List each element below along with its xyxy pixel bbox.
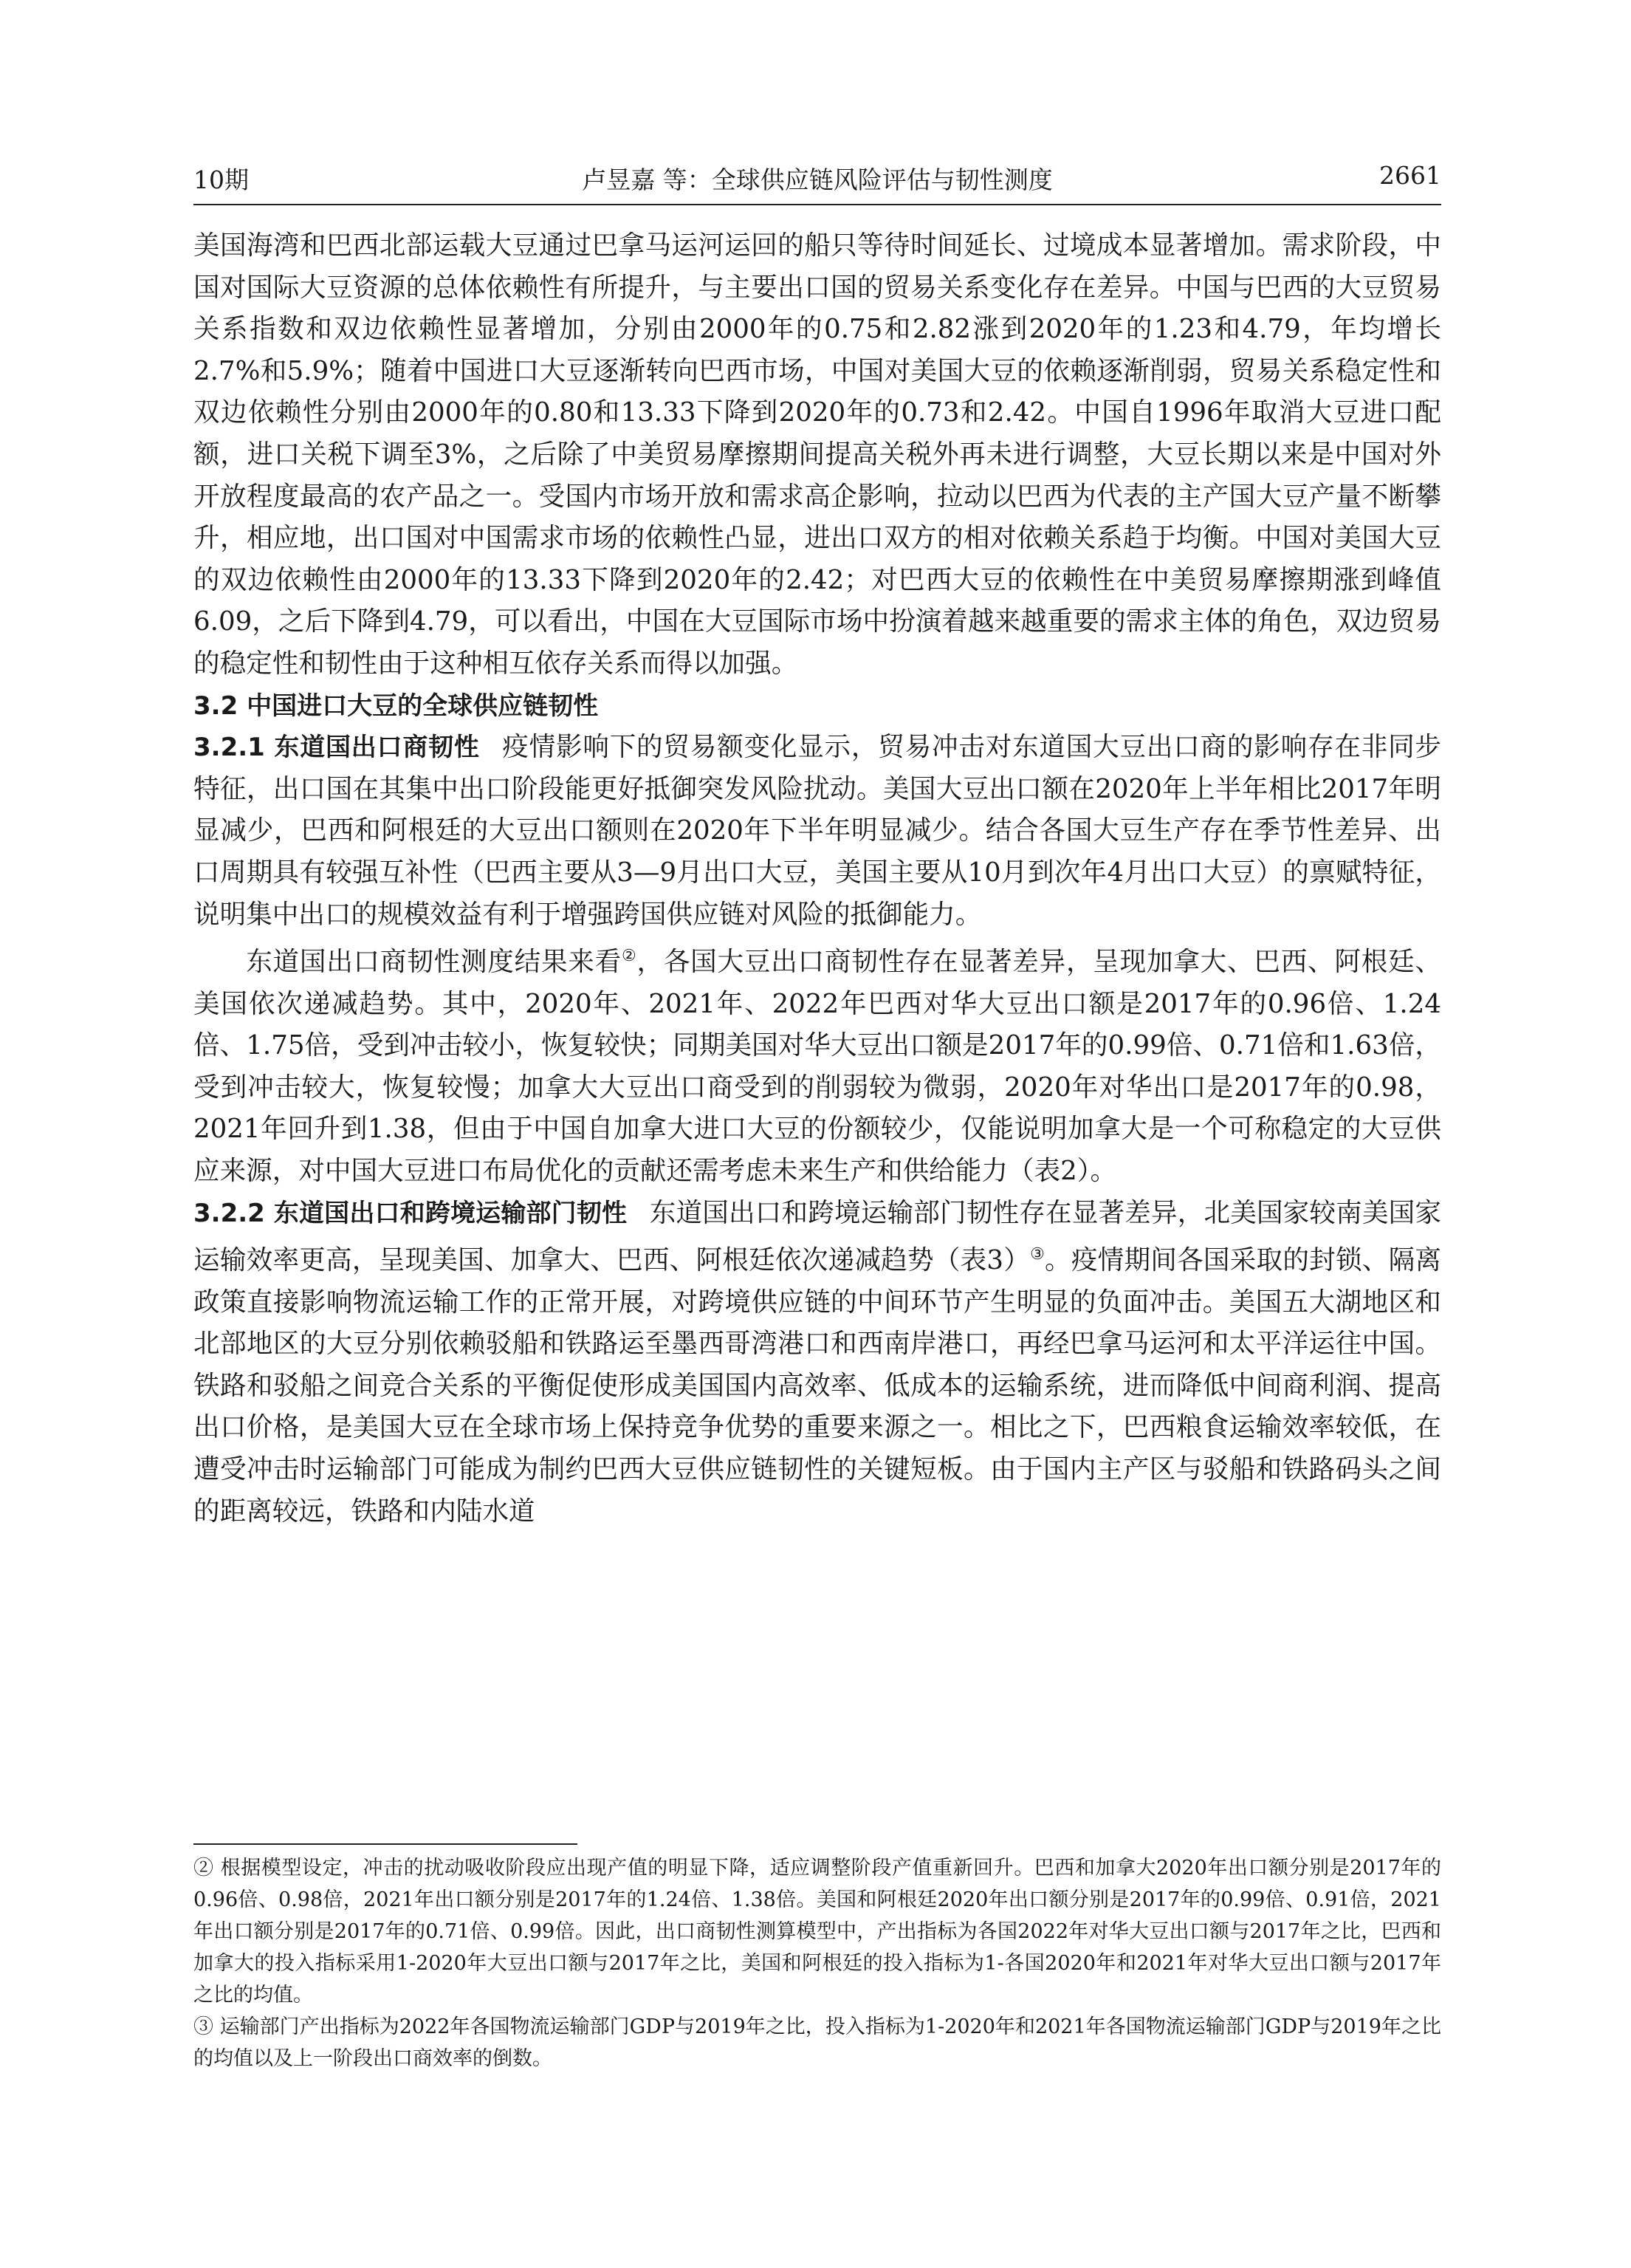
footnote-3: ③ 运输部门产出指标为2022年各国物流运输部门GDP与2019年之比，投入指标为1-2020年和2021年各国物流运输部门GDP与2019年之比的均值以及上一阶段出口商效率的倒数。 bbox=[193, 2015, 1441, 2070]
paragraph-text: 东道国出口和跨境运输部门韧性存在显著差异，北美国家较南美国家运输效率更高，呈现美国、加拿大、巴西、阿根廷依次递减趋势（表3） bbox=[193, 1197, 1441, 1275]
paragraph-text: 。疫情期间各国采取的封锁、隔离政策直接影响物流运输工作的正常开展，对跨境供应链的中间环节产生明显的负面冲击。美国五大湖地区和北部地区的大豆分别依赖驳船和铁路运至墨西哥湾港口和西南岸港口，再经巴拿马运河和太平洋运往中国。铁路和驳船之间竞合关系的平衡促使形成美国国内高效率、低成本的运输系统，进而降低中间商利润、提高出口价格，是美国大豆在全球市场上保持竞争优势的重要来源之一。相比之下，巴西粮食运输效率较低，在遭受冲击时运输部门可能成为制约巴西大豆供应链韧性的关键短板。由于国内主产区与驳船和铁路码头之间的距离较远，铁路和内陆水道 bbox=[193, 1244, 1442, 1527]
footnote-2: ② 根据模型设定，冲击的扰动吸收阶段应出现产值的明显下降，适应调整阶段产值重新回升。巴西和加拿大2020年出口额分别是2017年的0.96倍、0.98倍，2021年出口额分别是2017年的1.24倍、1.38倍。美国和阿根廷2020年出口额分别是2017年的0.99倍、0.91倍，2021年出口额分别是2017年的0.71倍、0.99倍。因此，出口商韧性测算模型中，产出指标为各国2022年对华大豆出口额与2017年之比，巴西和加拿大的投入指标采用1-2020年大豆出口额与2017年之比，美国和阿根廷的投入指标为1-各国2020年和2021年对华大豆出口额与2017年之比的均值。 bbox=[193, 1857, 1441, 2007]
header-rule bbox=[193, 204, 1441, 205]
paragraph-text: ，各国大豆出口商韧性存在显著差异，呈现加拿大、巴西、阿根廷、美国依次递减趋势。其中，2020年、2021年、2022年巴西对华大豆出口额是2017年的0.96倍、1.24倍、1.75倍，受到冲击较小，恢复较快；同期美国对华大豆出口额是2017年的0.99倍、0.71倍和1.63倍，受到冲击较大，恢复较慢；加拿大大豆出口商受到的削弱较为微弱，2020年对华出口是2017年的0.98，2021年回升到1.38，但由于中国自加拿大进口大豆的份额较少，仅能说明加拿大是一个可称稳定的大豆供应来源，对中国大豆进口布局优化的贡献还需考虑未来生产和供给能力（表2）。 bbox=[193, 946, 1441, 1186]
issue-label: 10期 bbox=[193, 165, 249, 194]
page-number: 2661 bbox=[1379, 161, 1441, 190]
footnote-marker[interactable]: ③ bbox=[1030, 1245, 1045, 1264]
body-text bbox=[193, 225, 1441, 1532]
subsection-heading: 3.2.1 东道国出口商韧性 bbox=[193, 733, 480, 763]
paragraph bbox=[193, 936, 1441, 1192]
paragraph-text: 疫情影响下的贸易额变化显示，贸易冲击对东道国大豆出口商的影响存在非同步特征，出口国在其集中出口阶段能更好抵御突发风险扰动。美国大豆出口额在2020年上半年相比2017年明显减少，巴西和阿根廷的大豆出口额则在2020年下半年明显减少。结合各国大豆生产存在季节性差异、出口周期具有较强互补性（巴西主要从3—9月出口大豆，美国主要从10月到次年4月出口大豆）的禀赋特征，说明集中出口的规模效益有利于增强跨国供应链对风险的抵御能力。 bbox=[193, 732, 1442, 930]
section-heading bbox=[193, 685, 1441, 727]
paragraph-3-2-2 bbox=[193, 1193, 1441, 1533]
footnote-rule bbox=[193, 1843, 577, 1845]
section-heading-text: 3.2 中国进口大豆的全球供应链韧性 bbox=[193, 691, 599, 721]
running-header bbox=[193, 161, 1441, 198]
paragraph: 美国海湾和巴西北部运载大豆通过巴拿马运河运回的船只等待时间延长、过境成本显著增加。需求阶段，中国对国际大豆资源的总体依赖性有所提升，与主要出口国的贸易关系变化存在差异。中国与巴西的大豆贸易关系指数和双边依赖性显著增加，分别由2000年的0.75和2.82涨到2020年的1.23和4.79，年均增长2.7%和5.9%；随着中国进口大豆逐渐转向巴西市场，中国对美国大豆的依赖逐渐削弱，贸易关系稳定性和双边依赖性分别由2000年的0.80和13.33下降到2020年的0.73和2.42。中国自1996年取消大豆进口配额，进口关税下调至3%，之后除了中美贸易摩擦期间提高关税外再未进行调整，大豆长期以来是中国对外开放程度最高的农产品之一。受国内市场开放和需求高企影响，拉动以巴西为代表的主产国大豆产量不断攀升，相应地，出口国对中国需求市场的依赖性凸显，进出口双方的相对依赖关系趋于均衡。中国对美国大豆的双边依赖性由2000年的13.33下降到2020年的2.42；对巴西大豆的依赖性在中美贸易摩擦期涨到峰值6.09，之后下降到4.79，可以看出，中国在大豆国际市场中扮演着越来越重要的需求主体的角色，双边贸易的稳定性和韧性由于这种相互依存关系而得以加强。 bbox=[193, 230, 1441, 679]
footnotes bbox=[193, 1852, 1441, 2075]
footnote-marker[interactable]: ② bbox=[621, 947, 637, 966]
running-title: 卢昱嘉 等：全球供应链风险评估与韧性测度 bbox=[582, 165, 1053, 194]
paragraph-text: 东道国出口商韧性测度结果来看 bbox=[246, 946, 622, 977]
paragraph-3-2-1 bbox=[193, 727, 1441, 936]
subsection-heading: 3.2.2 东道国出口和跨境运输部门韧性 bbox=[193, 1198, 628, 1228]
